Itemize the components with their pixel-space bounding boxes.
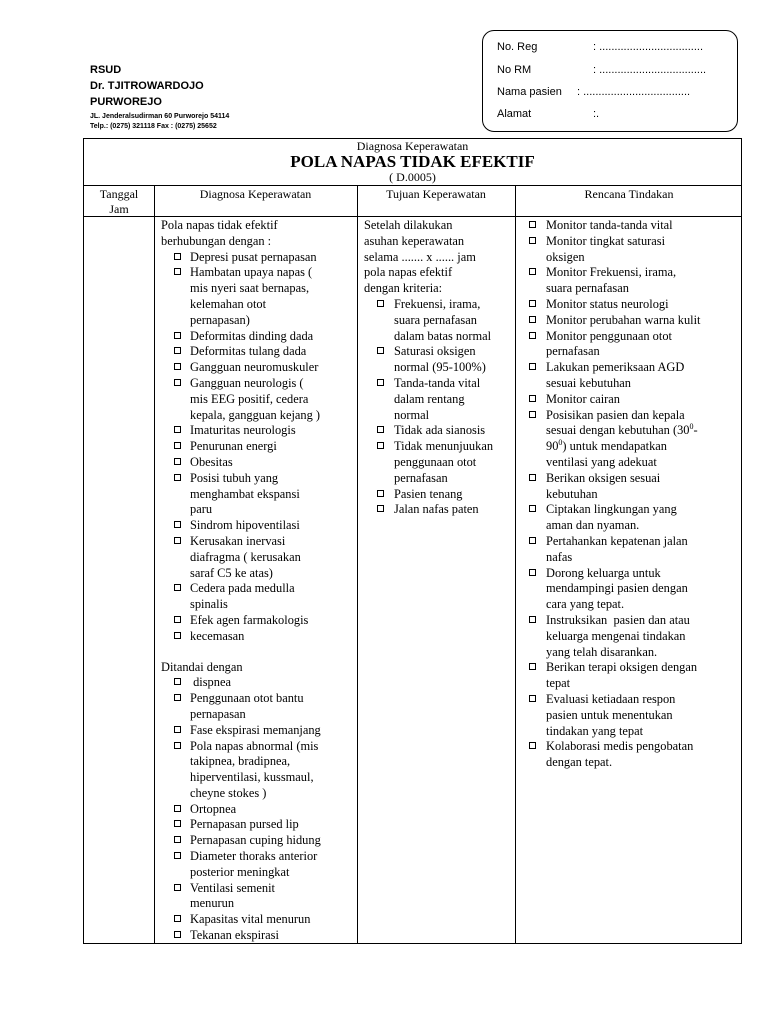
item-text: sesuai dengan kebutuhan (30 <box>546 423 690 438</box>
tujuan-criteria-list <box>364 297 515 518</box>
column-divider-2 <box>357 185 358 943</box>
item-line: Pertahankan kepatenan jalan <box>546 533 688 548</box>
checkbox-icon[interactable] <box>174 726 181 733</box>
hospital-name-line2: Dr. TJITROWARDOJO <box>90 80 204 92</box>
checkbox-icon[interactable] <box>377 490 384 497</box>
item-line: posterior meningkat <box>190 864 290 879</box>
item-line: Monitor penggunaan otot <box>546 328 672 343</box>
checklist-item[interactable] <box>364 439 515 486</box>
hospital-phone: Telp.: (0275) 321118 Fax : (0275) 25652 <box>90 123 217 130</box>
item-line: Monitor cairan <box>546 391 620 406</box>
diagnosa-column <box>161 218 357 944</box>
item-line: oksigen <box>546 249 585 264</box>
form-title: POLA NAPAS TIDAK EFEKTIF <box>290 152 535 171</box>
checklist-item[interactable] <box>161 912 357 928</box>
checklist-item[interactable] <box>161 265 357 328</box>
checklist-item[interactable] <box>364 297 515 344</box>
item-line: Monitor perubahan warna kulit <box>546 312 701 327</box>
form-code: ( D.0005) <box>389 170 436 184</box>
item-line: Dorong keluarga untuk <box>546 565 661 580</box>
checklist-item[interactable] <box>516 471 742 503</box>
checkbox-icon[interactable] <box>174 379 181 386</box>
checkbox-icon[interactable] <box>529 474 536 481</box>
superscript: 0 <box>558 438 563 448</box>
hospital-address: JL. Jenderalsudirman 60 Purworejo 54114 <box>90 113 230 120</box>
no-rm-field[interactable]: : ................................... <box>593 64 707 76</box>
alamat-field[interactable]: :. <box>593 108 600 120</box>
item-line: kecemasan <box>190 628 245 643</box>
item-line: Posisi tubuh yang <box>190 470 279 485</box>
item-line: Kolaborasi medis pengobatan <box>546 739 694 754</box>
checkbox-icon[interactable] <box>174 458 181 465</box>
checklist-item[interactable] <box>161 471 357 518</box>
checkbox-icon[interactable] <box>174 852 181 859</box>
text-line: berhubungan dengan : <box>161 233 272 248</box>
item-line: normal <box>394 407 430 422</box>
column-divider-1 <box>154 185 155 943</box>
item-line <box>546 439 742 455</box>
checkbox-icon[interactable] <box>529 663 536 670</box>
text-line: pola napas efektif <box>364 265 453 280</box>
nama-field[interactable]: : ................................... <box>577 86 691 98</box>
item-line: sesuai kebutuhan <box>546 375 631 390</box>
checklist-item[interactable] <box>516 313 742 329</box>
text-line: asuhan keperawatan <box>364 233 465 248</box>
item-line: kebutuhan <box>546 486 598 501</box>
checkbox-icon[interactable] <box>174 820 181 827</box>
item-line: dalam batas normal <box>394 328 492 343</box>
item-line: pernapasan) <box>190 312 250 327</box>
checkbox-icon[interactable] <box>529 363 536 370</box>
checklist-item[interactable] <box>364 502 515 518</box>
checklist-item[interactable] <box>161 881 357 913</box>
item-line: pernapasan <box>190 706 246 721</box>
hospital-name-line3: PURWOREJO <box>90 96 162 108</box>
alamat-label: Alamat <box>497 108 532 120</box>
item-line: suara pernafasan <box>546 281 629 296</box>
rencana-actions-list <box>516 218 742 408</box>
checkbox-icon[interactable] <box>377 347 384 354</box>
checkbox-icon[interactable] <box>174 915 181 922</box>
item-text: - <box>693 423 698 438</box>
item-line: Kapasitas vital menurun <box>190 912 311 927</box>
item-line: ventilasi yang adekuat <box>546 454 657 469</box>
item-line: Frekuensi, irama, <box>394 296 481 311</box>
checklist-item[interactable] <box>161 439 357 455</box>
checklist-item[interactable] <box>161 613 357 629</box>
item-line: Pernapasan pursed lip <box>190 817 299 832</box>
checklist-item[interactable] <box>161 928 357 944</box>
checkbox-icon[interactable] <box>174 632 181 639</box>
checklist-item[interactable] <box>161 833 357 849</box>
checklist-item[interactable] <box>516 408 742 471</box>
item-line: takipnea, bradipnea, <box>190 754 291 769</box>
checklist-item[interactable] <box>516 329 742 361</box>
item-line: Pola napas abnormal (mis <box>190 738 319 753</box>
checkbox-icon[interactable] <box>174 678 181 685</box>
nama-row <box>497 86 691 98</box>
checklist-item[interactable] <box>161 739 357 802</box>
item-line: Cedera pada medulla <box>190 581 295 596</box>
checklist-item[interactable] <box>161 629 357 645</box>
no-rm-label: No RM <box>497 64 532 76</box>
checklist-item[interactable] <box>161 344 357 360</box>
item-line: tepat <box>546 676 571 691</box>
checkbox-icon[interactable] <box>529 395 536 402</box>
checklist-item[interactable] <box>161 817 357 833</box>
no-rm-row <box>497 64 707 76</box>
checkbox-icon[interactable] <box>174 584 181 591</box>
item-line: Monitor Frekuensi, irama, <box>546 265 677 280</box>
item-line: dengan tepat. <box>546 755 613 770</box>
item-line: Imaturitas neurologis <box>190 423 296 438</box>
item-line: Lakukan pemeriksaan AGD <box>546 360 685 375</box>
no-reg-row <box>497 41 704 53</box>
checklist-item[interactable] <box>516 218 742 234</box>
item-line: Saturasi oksigen <box>394 344 476 359</box>
item-line: yang telah disarankan. <box>546 644 658 659</box>
item-line: Tidak menunjuukan <box>394 439 494 454</box>
header-jam-label: Jam <box>109 202 129 216</box>
care-plan-form <box>83 138 742 944</box>
item-line: Sindrom hipoventilasi <box>190 518 300 533</box>
checklist-item[interactable] <box>161 581 357 613</box>
checkbox-icon[interactable] <box>174 268 181 275</box>
diagnosa-causes-list <box>161 250 357 645</box>
checklist-item[interactable] <box>516 660 742 692</box>
checklist-item[interactable] <box>161 691 357 723</box>
header-tanggal-label: Tanggal <box>99 187 139 201</box>
text-line: Setelah dilakukan <box>364 218 453 232</box>
item-line: Ciptakan lingkungan yang <box>546 502 677 517</box>
item-line: Berikan oksigen sesuai <box>546 470 661 485</box>
item-line: dalam rentang <box>394 391 465 406</box>
checkbox-icon[interactable] <box>529 221 536 228</box>
checkbox-icon[interactable] <box>174 426 181 433</box>
checklist-item[interactable] <box>516 360 742 392</box>
checklist-item[interactable] <box>161 723 357 739</box>
item-line: menghambat ekspansi <box>190 486 300 501</box>
checkbox-icon[interactable] <box>174 694 181 701</box>
checkbox-icon[interactable] <box>529 268 536 275</box>
item-line: cheyne stokes ) <box>190 785 267 800</box>
item-line: Tanda-tanda vital <box>394 375 481 390</box>
checklist-item[interactable] <box>161 360 357 376</box>
item-line: Tidak ada sianosis <box>394 423 486 438</box>
checkbox-icon[interactable] <box>174 836 181 843</box>
item-line <box>546 423 742 439</box>
item-line: Pernapasan cuping hidung <box>190 833 321 848</box>
form-heading <box>84 139 741 185</box>
checkbox-icon[interactable] <box>377 442 384 449</box>
column-header-tujuan: Tujuan Keperawatan <box>386 187 486 201</box>
item-line: Penurunan energi <box>190 439 277 454</box>
checkbox-icon[interactable] <box>529 237 536 244</box>
checkbox-icon[interactable] <box>174 537 181 544</box>
item-line: pernafasan <box>546 344 600 359</box>
checklist-item[interactable] <box>516 739 742 771</box>
item-line: Monitor tanda-tanda vital <box>546 218 673 232</box>
checklist-item[interactable] <box>161 534 357 581</box>
item-line: Kerusakan inervasi <box>190 533 286 548</box>
superscript: 0 <box>689 422 694 432</box>
checklist-item[interactable] <box>161 518 357 534</box>
checklist-item[interactable] <box>364 487 515 503</box>
item-line: normal (95-100%) <box>394 360 486 375</box>
checklist-item[interactable] <box>161 329 357 345</box>
item-line: aman dan nyaman. <box>546 518 640 533</box>
item-line: Diameter thoraks anterior <box>190 849 318 864</box>
item-line: paru <box>190 502 213 517</box>
item-line: keluarga mengenai tindakan <box>546 628 686 643</box>
checkbox-icon[interactable] <box>529 695 536 702</box>
checkbox-icon[interactable] <box>529 505 536 512</box>
checkbox-icon[interactable] <box>377 505 384 512</box>
checkbox-icon[interactable] <box>174 442 181 449</box>
checklist-item[interactable] <box>516 613 742 660</box>
item-line: mis nyeri saat bernapas, <box>190 281 310 296</box>
item-line: saraf C5 ke atas) <box>190 565 273 580</box>
checklist-item[interactable] <box>516 566 742 613</box>
text-line: selama ....... x ...... jam <box>364 249 476 264</box>
text-line: dengan kriteria: <box>364 281 443 296</box>
item-line: cara yang tepat. <box>546 597 625 612</box>
checklist-item[interactable] <box>161 455 357 471</box>
column-header-tanggal <box>84 187 154 217</box>
column-header-rencana: Rencana Tindakan <box>584 187 674 201</box>
alamat-row <box>497 108 600 120</box>
checkbox-icon[interactable] <box>174 521 181 528</box>
checkbox-icon[interactable] <box>529 742 536 749</box>
checklist-item[interactable] <box>161 849 357 881</box>
item-line: Evaluasi ketiadaan respon <box>546 691 676 706</box>
no-reg-label: No. Reg <box>497 41 538 53</box>
patient-identity-box <box>482 30 738 132</box>
item-line: Instruksikan pasien dan atau <box>546 612 690 627</box>
item-line: Deformitas tulang dada <box>190 344 307 359</box>
item-text: ) untuk mendapatkan <box>562 439 667 454</box>
item-line: diafragma ( kerusakan <box>190 549 301 564</box>
rencana-actions-list-2 <box>516 471 742 771</box>
checkbox-icon[interactable] <box>529 569 536 576</box>
item-line: Gangguan neuromuskuler <box>190 360 319 375</box>
item-line: Tekanan ekspirasi <box>190 928 279 943</box>
hospital-header <box>90 62 229 132</box>
item-line: Pasien tenang <box>394 486 463 501</box>
hospital-name-line1: RSUD <box>90 64 122 76</box>
item-line: Fase ekspirasi memanjang <box>190 722 321 737</box>
checklist-item[interactable] <box>516 534 742 566</box>
checkbox-icon[interactable] <box>174 805 181 812</box>
nama-label: Nama pasien <box>497 86 562 98</box>
checkbox-icon[interactable] <box>529 411 536 418</box>
checklist-item[interactable] <box>364 423 515 439</box>
item-line: Berikan terapi oksigen dengan <box>546 660 698 675</box>
signs-intro: Ditandai dengan <box>161 659 243 674</box>
checklist-item[interactable] <box>161 423 357 439</box>
item-line: Obesitas <box>190 454 233 469</box>
checkbox-icon[interactable] <box>529 616 536 623</box>
checklist-item[interactable] <box>516 692 742 739</box>
checklist-item[interactable] <box>161 376 357 423</box>
item-line: mendampingi pasien dengan <box>546 581 688 596</box>
item-line: nafas <box>546 549 573 564</box>
checkbox-icon[interactable] <box>174 931 181 938</box>
checklist-item[interactable] <box>516 502 742 534</box>
checklist-item[interactable] <box>516 392 742 408</box>
checkbox-icon[interactable] <box>174 474 181 481</box>
item-line: Depresi pusat pernapasan <box>190 249 317 264</box>
header-divider <box>84 185 741 186</box>
checkbox-icon[interactable] <box>377 379 384 386</box>
checkbox-icon[interactable] <box>174 884 181 891</box>
item-line: kelemahan otot <box>190 296 267 311</box>
item-line: hiperventilasi, kussmaul, <box>190 770 314 785</box>
diagnosa-signs-list <box>161 675 357 944</box>
checklist-item[interactable] <box>161 802 357 818</box>
rencana-column <box>516 218 742 771</box>
item-line: Jalan nafas paten <box>394 502 479 517</box>
column-header-diagnosa: Diagnosa Keperawatan <box>199 187 312 201</box>
item-line: spinalis <box>190 597 228 612</box>
item-line: Hambatan upaya napas ( <box>190 265 313 280</box>
form-category: Diagnosa Keperawatan <box>356 139 469 153</box>
tujuan-intro <box>364 218 515 297</box>
item-line: menurun <box>190 896 235 911</box>
item-line: dispnea <box>190 675 231 690</box>
checkbox-icon[interactable] <box>377 426 384 433</box>
checkbox-icon[interactable] <box>377 300 384 307</box>
item-line: mis EEG positif, cedera <box>190 391 309 406</box>
checkbox-icon[interactable] <box>174 363 181 370</box>
item-line: Gangguan neurologis ( <box>190 375 304 390</box>
checkbox-icon[interactable] <box>174 742 181 749</box>
no-reg-field[interactable]: : .................................. <box>593 41 704 53</box>
checkbox-icon[interactable] <box>174 332 181 339</box>
checklist-item[interactable] <box>516 234 742 266</box>
item-line: kepala, gangguan kejang ) <box>190 407 321 422</box>
item-line: pasien untuk menentukan <box>546 707 673 722</box>
checklist-item[interactable] <box>364 344 515 376</box>
item-line: pernafasan <box>394 470 448 485</box>
item-line: tindakan yang tepat <box>546 723 644 738</box>
item-line: Ortopnea <box>190 801 237 816</box>
checkbox-icon[interactable] <box>529 316 536 323</box>
tujuan-column <box>364 218 515 518</box>
item-line: Ventilasi semenit <box>190 880 275 895</box>
checklist-item[interactable] <box>516 297 742 313</box>
checkbox-icon[interactable] <box>174 347 181 354</box>
item-line: Efek agen farmakologis <box>190 612 309 627</box>
item-line: Penggunaan otot bantu <box>190 691 304 706</box>
checkbox-icon[interactable] <box>529 300 536 307</box>
checklist-item[interactable] <box>161 675 357 691</box>
checkbox-icon[interactable] <box>529 537 536 544</box>
checkbox-icon[interactable] <box>529 332 536 339</box>
checklist-item[interactable] <box>364 376 515 423</box>
item-line: Monitor status neurologi <box>546 296 669 311</box>
column-header-divider <box>84 216 741 217</box>
item-line: suara pernafasan <box>394 312 477 327</box>
checkbox-icon[interactable] <box>174 253 181 260</box>
item-line: Monitor tingkat saturasi <box>546 233 666 248</box>
item-line: Deformitas dinding dada <box>190 328 314 343</box>
checklist-item[interactable] <box>161 250 357 266</box>
checklist-item[interactable] <box>516 265 742 297</box>
item-line: Posisikan pasien dan kepala <box>546 407 685 422</box>
text-line: Pola napas tidak efektif <box>161 218 278 232</box>
item-line: penggunaan otot <box>394 454 477 469</box>
diagnosa-intro <box>161 218 357 250</box>
item-text: 90 <box>546 439 559 454</box>
checkbox-icon[interactable] <box>174 616 181 623</box>
